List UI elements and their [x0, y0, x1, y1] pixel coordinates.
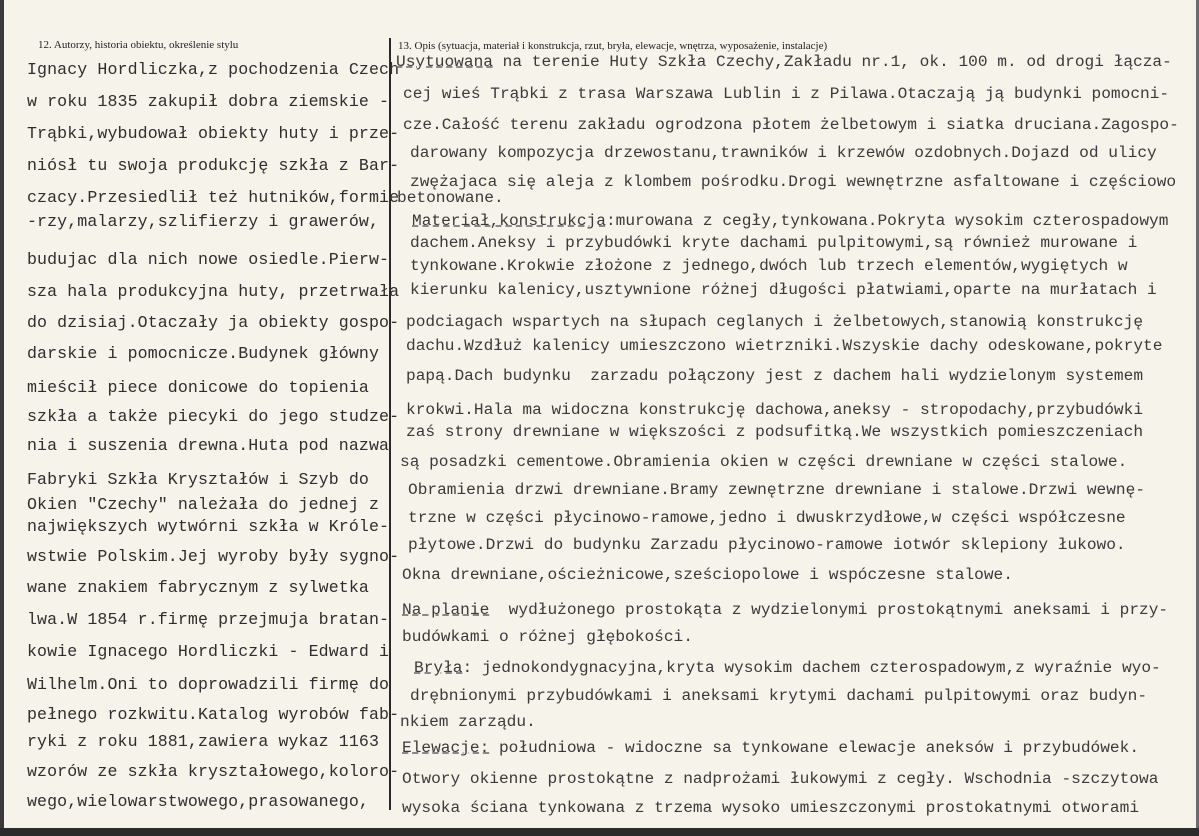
line-text: wydłużonego prostokąta z wydzielonymi prostokątnymi aneksami i przy- — [489, 601, 1169, 619]
text-line — [400, 452, 1127, 472]
text-line — [402, 600, 1168, 620]
line-text: płytowe.Drzwi do budynku Zarzadu płycinowo-ramowe iotwór sklepiony łukowo. — [408, 536, 1126, 554]
line-text: Fabryki Szkła Kryształów i Szyb do — [27, 470, 369, 489]
text-line — [396, 52, 1172, 72]
underlined-label: Bryła — [414, 659, 463, 677]
line-text: Otwory okienne prostokątne z nadprożami łukowymi z cegły. Wschodnia -szczytowa — [402, 770, 1159, 788]
text-line — [410, 233, 1137, 253]
text-line — [27, 92, 389, 112]
text-line — [27, 495, 379, 515]
line-text: kowie Ignacego Hordliczki - Edward i — [27, 642, 390, 661]
line-text: Ignacy Hordliczka,z pochodzenia Czech — [27, 60, 400, 79]
line-text: nkiem zarządu. — [400, 713, 536, 731]
text-line — [402, 769, 1158, 789]
text-line — [27, 792, 369, 812]
text-line — [27, 762, 399, 782]
text-line — [406, 312, 1143, 332]
scan-edge-bottom — [0, 828, 1199, 836]
text-line — [402, 565, 1013, 585]
text-line — [27, 124, 399, 144]
line-text: zaś strony drewniane w większości z podsufitką.We wszystkich pomieszczeniach — [406, 423, 1144, 441]
text-line — [27, 156, 399, 176]
line-text: -rzy,malarzy,szlifierzy i grawerów, — [27, 212, 380, 231]
line-text: sza hala produkcyjna huty, przetrwała — [27, 282, 400, 301]
line-text: na terenie Huty Szkła Czechy,Zakładu nr.1, ok. 100 m. od drogi łącza- — [492, 53, 1172, 71]
text-line — [414, 658, 1161, 678]
line-text: kierunku kalenicy,usztywnione różnej długości płatwiami,oparte na murłatach i — [410, 281, 1157, 299]
line-text: podciagach wspartych na słupach ceglanych i żelbetowych,stanowią konstrukcję — [406, 313, 1144, 331]
text-line — [27, 610, 389, 630]
line-text: szkła a także piecyki do jego studze- — [27, 407, 400, 426]
line-text: budówkami o różnej głębokości. — [402, 628, 693, 646]
text-line — [27, 675, 389, 695]
underlined-label: Usytuowana — [396, 53, 493, 71]
line-text: nia i suszenia drewna.Huta pod nazwa — [27, 436, 390, 455]
line-text: budujac dla nich nowe osiedle.Pierw- — [27, 250, 390, 269]
text-line — [27, 547, 399, 567]
section-12-header: 12. Autorzy, historia obiektu, określenie stylu — [38, 39, 239, 51]
line-text: wstwie Polskim.Jej wyroby były sygno- — [27, 547, 400, 566]
line-text: w roku 1835 zakupił dobra ziemskie - — [27, 92, 390, 111]
text-line — [27, 60, 399, 80]
line-text: darowany kompozycja drzewostanu,trawników i krzewów ozdobnych.Dojazd od ulicy — [410, 144, 1157, 162]
underlined-label: Elewacje: — [402, 739, 490, 757]
line-text: są posadzki cementowe.Obramienia okien w części drewniane w części stalowe. — [400, 453, 1128, 471]
scan-edge-left — [0, 0, 4, 836]
line-text: Trąbki,wybudował obiekty huty i prze- — [27, 124, 400, 143]
text-line — [400, 712, 536, 732]
text-line — [397, 188, 504, 208]
line-text: cze.Całość terenu zakładu ogrodzona płotem żelbetowym i siatka druciana.Zagospo- — [403, 116, 1179, 134]
text-line — [403, 115, 1179, 135]
text-line — [412, 211, 1168, 231]
line-text: ryki z roku 1881,zawiera wykaz 1163 — [27, 732, 380, 751]
text-line — [410, 280, 1157, 300]
line-text: czacy.Przesiedlił też hutników,formie — [27, 188, 400, 207]
text-line — [410, 143, 1157, 163]
text-line — [27, 470, 369, 490]
line-text: cej wieś Trąbki z trasa Warszawa Lublin i z Pilawa.Otaczają ją budynki pomocni- — [403, 85, 1170, 103]
text-line — [27, 250, 389, 270]
line-text: zwężajaca się aleja z klombem pośrodku.Drogi wewnętrzne asfaltowane i częściowo — [410, 173, 1177, 191]
line-text: dachem.Aneksy i przybudówki kryte dachami pulpitowymi,są również murowane i — [410, 234, 1138, 252]
text-line — [410, 172, 1176, 192]
text-line — [27, 344, 379, 364]
line-text: Wilhelm.Oni to doprowadzili firmę do — [27, 675, 390, 694]
text-line — [402, 738, 1139, 758]
line-text: krokwi.Hala ma widoczna konstrukcję dachowa,aneksy - stropodachy,przybudówki — [406, 401, 1144, 419]
line-text: największych wytwórni szkła w Króle- — [27, 517, 390, 536]
line-text: niósł tu swoja produkcję szkła z Bar- — [27, 156, 400, 175]
text-line — [408, 480, 1145, 500]
line-text: wego,wielowarstwowego,prasowanego, — [27, 792, 369, 811]
underlined-label: Materiał,konstrukcja — [412, 212, 606, 230]
text-line — [410, 256, 1128, 276]
line-text: dachu.Wzdłuż kalenicy umieszczono wietrzniki.Wszyskie dachy odeskowane,pokryte — [406, 337, 1163, 355]
line-text: pełnego rozkwitu.Katalog wyrobów fab- — [27, 705, 400, 724]
text-line — [27, 188, 399, 208]
line-text: papą.Dach budynku zarzadu połączony jest z dachem hali wydzielonym systemem — [406, 367, 1144, 385]
line-text: Okna drewniane,ościeżnicowe,sześciopolowe i wspóczesne stalowe. — [402, 566, 1013, 584]
line-text: darskie i pomocnicze.Budynek główny — [27, 344, 380, 363]
text-line — [408, 508, 1126, 528]
text-line — [402, 798, 1139, 818]
line-text: drębnionymi przybudówkami i aneksami krytymi dachami pulpitowymi oraz budyn- — [410, 687, 1148, 705]
text-line — [27, 212, 379, 232]
line-text: Okien "Czechy" należała do jednej z — [27, 495, 380, 514]
text-line — [402, 627, 693, 647]
line-text: tynkowane.Krokwie złożone z jednego,dwóch lub trzech elementów,wygiętych w — [410, 257, 1128, 275]
text-line — [27, 378, 369, 398]
text-line — [27, 517, 389, 537]
line-text: do dzisiaj.Otaczały ja obiekty gospo- — [27, 313, 400, 332]
section-13-header: 13. Opis (sytuacja, materiał i konstrukcja, rzut, bryła, elewacje, wnętrza, wyposażenie, instalacje) — [398, 40, 828, 52]
text-line — [403, 84, 1169, 104]
line-text: :murowana z cegły,tynkowana.Pokryta wysokim czterospadowym — [605, 212, 1169, 230]
line-text: wane znakiem fabrycznym z sylwetka — [27, 578, 369, 597]
line-text: betonowane. — [397, 189, 504, 207]
text-line — [408, 535, 1126, 555]
line-text: : jednokondygnacyjna,kryta wysokim dachem czterospadowym,z wyraźnie wyo- — [462, 659, 1161, 677]
underlined-label: Na planie — [402, 601, 490, 619]
text-line — [27, 642, 389, 662]
line-text: lwa.W 1854 r.firmę przejmuja bratan- — [27, 610, 390, 629]
line-text: trzne w części płycinowo-ramowe,jedno i dwuskrzydłowe,w części współczesne — [408, 509, 1126, 527]
text-line — [406, 366, 1143, 386]
text-line — [27, 436, 389, 456]
line-text: wysoka ściana tynkowana z trzema wysoko umieszczonymi prostokatnymi otworami — [402, 799, 1140, 817]
text-line — [27, 705, 399, 725]
line-text: Obramienia drzwi drewniane.Bramy zewnętrzne drewniane i stalowe.Drzwi wewnę- — [408, 481, 1146, 499]
text-line — [27, 313, 399, 333]
text-line — [406, 422, 1143, 442]
line-text: wzorów ze szkła kryształowego,koloro- — [27, 762, 400, 781]
text-line — [410, 686, 1147, 706]
text-line — [27, 407, 399, 427]
text-line — [27, 282, 399, 302]
line-text: południowa - widoczne sa tynkowane elewacje aneksów i przybudówek. — [489, 739, 1140, 757]
line-text: mieścił piece donicowe do topienia — [27, 378, 369, 397]
text-line — [27, 732, 379, 752]
text-line — [27, 578, 369, 598]
text-line — [406, 336, 1162, 356]
text-line — [406, 400, 1143, 420]
